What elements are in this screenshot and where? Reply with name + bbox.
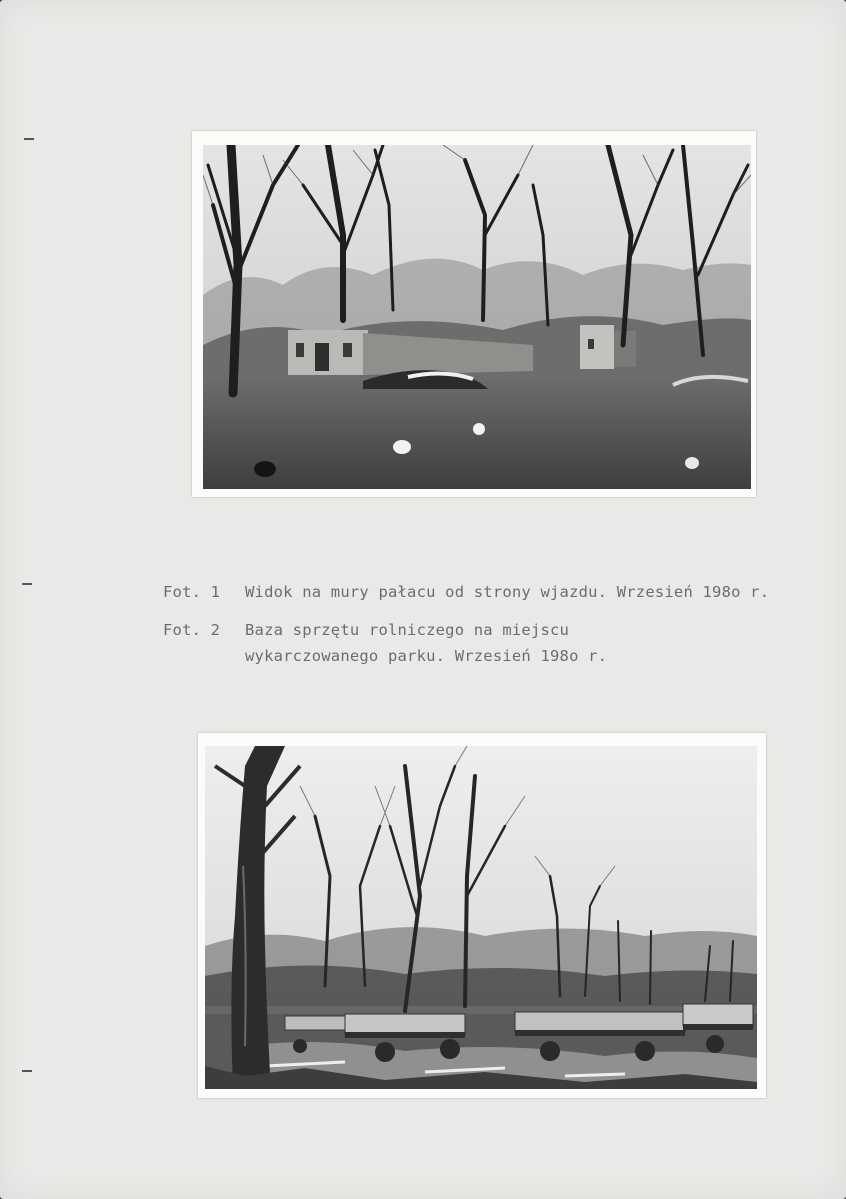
punch-mark xyxy=(22,1070,32,1072)
caption-1-label: Fot. 1 xyxy=(163,583,221,601)
caption-2-text-continued: wykarczowanego parku. Wrzesień 198o r. xyxy=(245,647,608,665)
punch-mark xyxy=(24,138,34,140)
photo-1 xyxy=(192,131,756,497)
punch-mark xyxy=(22,583,32,585)
photo-2-image xyxy=(205,746,757,1089)
caption-1-text: Widok na mury pałacu od strony wjazdu. Wrzesień 198o r. xyxy=(245,583,770,601)
photo-2 xyxy=(198,733,766,1098)
photo-1-image xyxy=(203,145,751,489)
caption-2-text: Baza sprzętu rolniczego na miejscu xyxy=(245,621,570,639)
caption-2-label: Fot. 2 xyxy=(163,621,221,639)
caption-2-continued xyxy=(245,646,607,666)
